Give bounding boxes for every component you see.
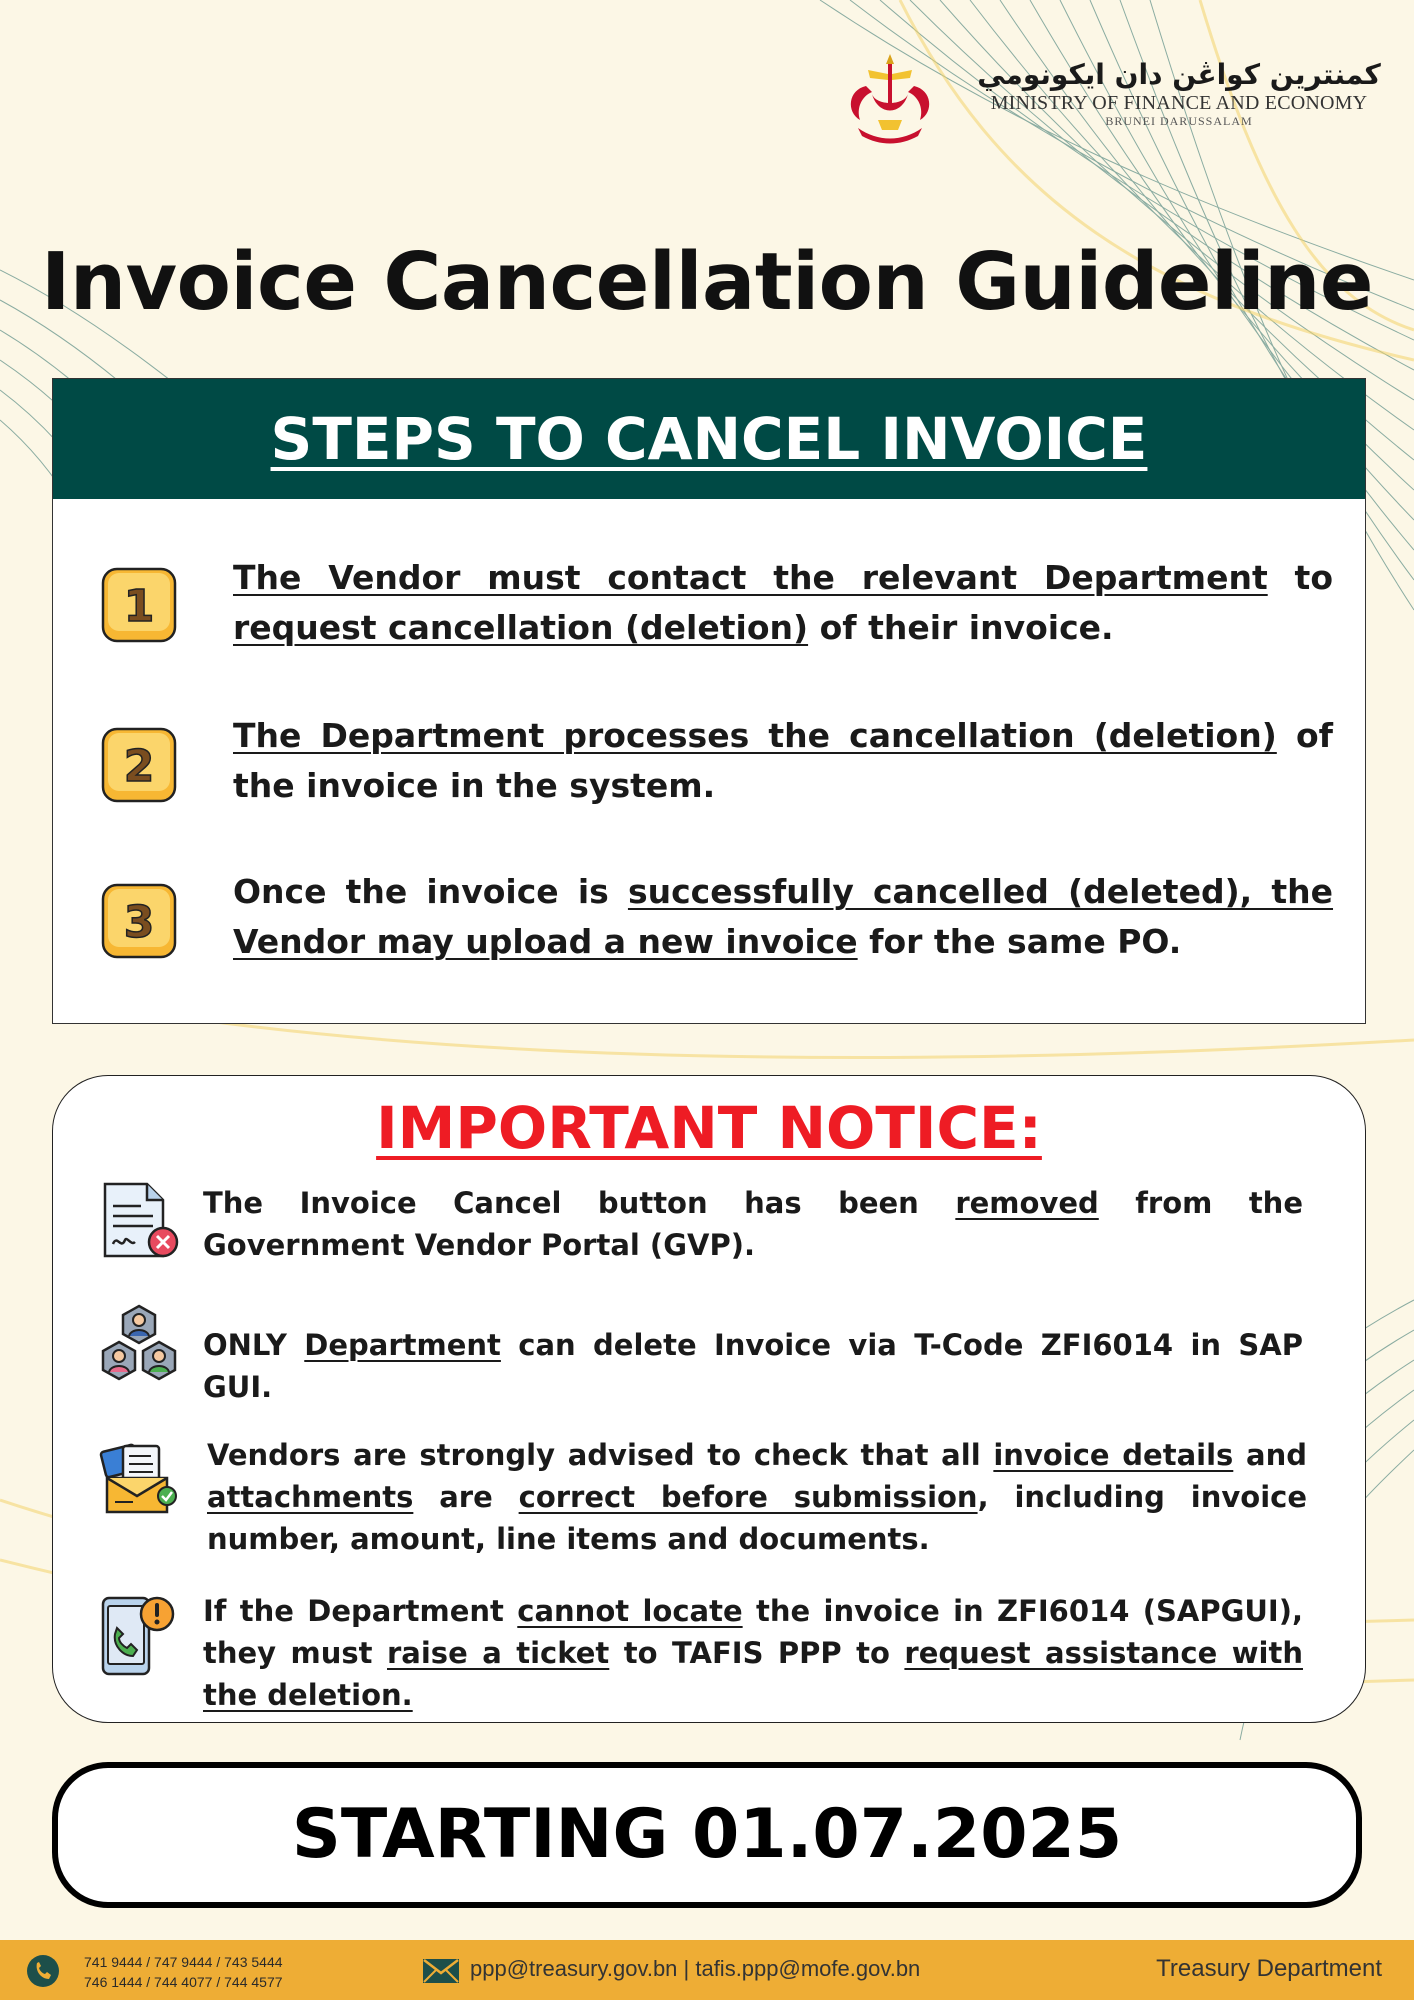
notice-text: Vendors are strongly advised to check that all invoice details and attachments are correct before submission, including invoice number, amount, line items and documents. [207, 1438, 1307, 1556]
number-one-icon [99, 565, 179, 645]
invoice-check-icon [97, 1438, 181, 1522]
start-date-banner [52, 1762, 1362, 1908]
notice-heading: IMPORTANT NOTICE: [376, 1094, 1042, 1162]
steps-panel [52, 378, 1366, 1024]
country-name: BRUNEI DARUSSALAM [1105, 114, 1253, 128]
phone-numbers[interactable] [84, 1952, 283, 1992]
important-notice-panel [52, 1075, 1366, 1723]
number-two-icon [99, 725, 179, 805]
phone-line-1[interactable]: 741 9444 / 747 9444 / 743 5444 [84, 1954, 283, 1970]
steps-header-band [53, 379, 1365, 499]
email-icon [422, 1958, 460, 1984]
department-name: Treasury Department [1156, 1955, 1382, 1982]
notice-text: The Invoice Cancel button has been removed from the Government Vendor Portal (GVP). [203, 1186, 1303, 1262]
phone-alert-icon [97, 1594, 181, 1678]
start-date-text: STARTING 01.07.2025 [291, 1795, 1123, 1874]
step-text: The Vendor must contact the relevant Department to request cancellation (deletion) of their invoice. [233, 558, 1333, 647]
phone-icon [26, 1954, 60, 1988]
step-text: The Department processes the cancellation (deletion) of the invoice in the system. [233, 716, 1333, 805]
phone-line-2[interactable]: 746 1444 / 744 4077 / 744 4577 [84, 1974, 283, 1990]
ministry-name-jawi: كمنترين كواڠن دان ايكونومي [977, 58, 1381, 91]
notice-text: If the Department cannot locate the invoice in ZFI6014 (SAPGUI), they must raise a ticket to TAFIS PPP to request assistance with the deletion. [203, 1594, 1303, 1712]
document-remove-icon [97, 1180, 181, 1264]
department-people-icon [97, 1304, 181, 1388]
footer-bar [0, 1940, 1414, 2000]
number-three-icon [99, 881, 179, 961]
step-number: 3 [123, 897, 155, 948]
steps-heading: STEPS TO CANCEL INVOICE [270, 405, 1148, 473]
step-number: 1 [123, 581, 155, 632]
brunei-crest-icon [838, 50, 942, 146]
step-text: Once the invoice is successfully cancelled (deleted), the Vendor may upload a new invoice for the same PO. [233, 872, 1334, 961]
step-number: 2 [123, 741, 155, 792]
page-title: Invoice Cancellation Guideline [41, 236, 1373, 328]
contact-emails[interactable]: ppp@treasury.gov.bn | tafis.ppp@mofe.gov.bn [470, 1956, 921, 1981]
ministry-name-english: MINISTRY OF FINANCE AND ECONOMY [990, 92, 1368, 114]
notice-text: ONLY Department can delete Invoice via T-Code ZFI6014 in SAP GUI. [203, 1328, 1304, 1404]
ministry-logo [838, 50, 1398, 150]
